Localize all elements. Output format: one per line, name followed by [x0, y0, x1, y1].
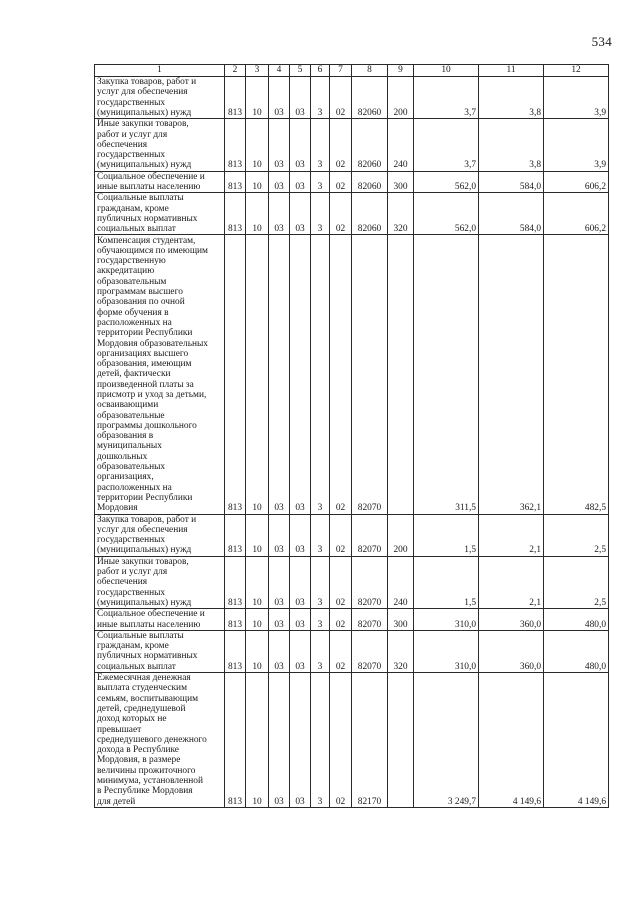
row-description: Закупка товаров, работ и услуг для обеспечения государственных (муниципальных) нужд [95, 514, 225, 556]
cell-col-5: 03 [290, 171, 311, 193]
cell-col-9: 320 [388, 630, 414, 672]
column-header-6: 6 [311, 65, 330, 77]
row-description: Иные закупки товаров, работ и услуг для обеспечения государственных (муниципальных) нужд [95, 119, 225, 172]
cell-col-11: 584,0 [479, 171, 544, 193]
cell-col-3: 10 [246, 630, 269, 672]
cell-col-5: 03 [290, 514, 311, 556]
cell-col-10: 3,7 [414, 119, 479, 172]
cell-col-9: 200 [388, 514, 414, 556]
cell-col-5: 03 [290, 630, 311, 672]
column-header-5: 5 [290, 65, 311, 77]
cell-col-11: 3,8 [479, 119, 544, 172]
cell-col-9 [388, 235, 414, 514]
cell-col-7: 02 [330, 673, 352, 808]
cell-col-6: 3 [311, 193, 330, 235]
cell-col-11: 2,1 [479, 556, 544, 609]
cell-col-4: 03 [269, 556, 290, 609]
cell-col-4: 03 [269, 171, 290, 193]
cell-col-10: 1,5 [414, 556, 479, 609]
cell-col-8: 82070 [352, 556, 388, 609]
cell-col-10: 3 249,7 [414, 673, 479, 808]
cell-col-8: 82060 [352, 119, 388, 172]
cell-col-11: 4 149,6 [479, 673, 544, 808]
row-description: Социальное обеспечение и иные выплаты населению [95, 609, 225, 631]
cell-col-12: 2,5 [544, 556, 609, 609]
cell-col-2: 813 [225, 119, 246, 172]
cell-col-11: 362,1 [479, 235, 544, 514]
cell-col-12: 4 149,6 [544, 673, 609, 808]
cell-col-10: 3,7 [414, 77, 479, 119]
cell-col-8: 82060 [352, 77, 388, 119]
cell-col-3: 10 [246, 77, 269, 119]
cell-col-3: 10 [246, 193, 269, 235]
cell-col-3: 10 [246, 514, 269, 556]
budget-table [94, 64, 609, 808]
table-row [95, 235, 609, 514]
cell-col-4: 03 [269, 609, 290, 631]
cell-col-7: 02 [330, 77, 352, 119]
cell-col-3: 10 [246, 673, 269, 808]
cell-col-12: 606,2 [544, 171, 609, 193]
cell-col-4: 03 [269, 673, 290, 808]
cell-col-4: 03 [269, 235, 290, 514]
cell-col-4: 03 [269, 630, 290, 672]
column-header-11: 11 [479, 65, 544, 77]
cell-col-2: 813 [225, 556, 246, 609]
table-row [95, 609, 609, 631]
cell-col-11: 360,0 [479, 609, 544, 631]
cell-col-10: 310,0 [414, 609, 479, 631]
column-header-12: 12 [544, 65, 609, 77]
cell-col-2: 813 [225, 630, 246, 672]
cell-col-8: 82170 [352, 673, 388, 808]
table-row [95, 193, 609, 235]
cell-col-10: 310,0 [414, 630, 479, 672]
cell-col-5: 03 [290, 556, 311, 609]
cell-col-2: 813 [225, 171, 246, 193]
cell-col-6: 3 [311, 235, 330, 514]
cell-col-12: 2,5 [544, 514, 609, 556]
column-header-10: 10 [414, 65, 479, 77]
cell-col-5: 03 [290, 235, 311, 514]
cell-col-7: 02 [330, 609, 352, 631]
cell-col-9: 320 [388, 193, 414, 235]
cell-col-9: 300 [388, 609, 414, 631]
cell-col-10: 562,0 [414, 193, 479, 235]
cell-col-6: 3 [311, 630, 330, 672]
cell-col-2: 813 [225, 193, 246, 235]
cell-col-4: 03 [269, 119, 290, 172]
page-number: 534 [591, 34, 612, 49]
column-header-1: 1 [95, 65, 225, 77]
cell-col-5: 03 [290, 673, 311, 808]
table-row [95, 630, 609, 672]
column-header-8: 8 [352, 65, 388, 77]
cell-col-12: 480,0 [544, 630, 609, 672]
cell-col-4: 03 [269, 77, 290, 119]
cell-col-12: 3,9 [544, 77, 609, 119]
cell-col-8: 82070 [352, 514, 388, 556]
cell-col-12: 480,0 [544, 609, 609, 631]
cell-col-3: 10 [246, 171, 269, 193]
row-description: Социальные выплаты гражданам, кроме публичных нормативных социальных выплат [95, 193, 225, 235]
cell-col-6: 3 [311, 673, 330, 808]
cell-col-5: 03 [290, 77, 311, 119]
table-row [95, 77, 609, 119]
table-row [95, 556, 609, 609]
cell-col-4: 03 [269, 514, 290, 556]
row-description: Компенсация студентам, обучающимся по имеющим государственную аккредитацию образовательным программам высшего образования по очной форме обучения в расположенных на территории Республики Мордовия образовательных организациях высшего образования, имеющим детей, фактически произведенной платы за присмотр и уход за детьми, осваивающими образовательные программы дошкольного образования в муниципальных дошкольных образовательных организациях, расположенных на территории Республики Мордовия [95, 235, 225, 514]
cell-col-9 [388, 673, 414, 808]
cell-col-7: 02 [330, 119, 352, 172]
row-description: Закупка товаров, работ и услуг для обеспечения государственных (муниципальных) нужд [95, 77, 225, 119]
cell-col-5: 03 [290, 609, 311, 631]
column-header-2: 2 [225, 65, 246, 77]
cell-col-8: 82070 [352, 609, 388, 631]
cell-col-8: 82060 [352, 193, 388, 235]
cell-col-7: 02 [330, 556, 352, 609]
cell-col-11: 3,8 [479, 77, 544, 119]
table-row [95, 514, 609, 556]
cell-col-5: 03 [290, 193, 311, 235]
cell-col-2: 813 [225, 235, 246, 514]
table-row [95, 171, 609, 193]
table-header-row [95, 65, 609, 77]
row-description: Ежемесячная денежная выплата студенческим семьям, воспитывающим детей, среднедушевой доход которых не превышает среднедушевого денежного дохода в Республике Мордовия, в размере величины прожиточного минимума, установленной в Республике Мордовия для детей [95, 673, 225, 808]
cell-col-11: 2,1 [479, 514, 544, 556]
cell-col-4: 03 [269, 193, 290, 235]
cell-col-2: 813 [225, 609, 246, 631]
cell-col-7: 02 [330, 630, 352, 672]
cell-col-7: 02 [330, 514, 352, 556]
row-description: Социальное обеспечение и иные выплаты населению [95, 171, 225, 193]
cell-col-7: 02 [330, 235, 352, 514]
cell-col-12: 606,2 [544, 193, 609, 235]
cell-col-12: 482,5 [544, 235, 609, 514]
cell-col-8: 82060 [352, 171, 388, 193]
table-row [95, 673, 609, 808]
cell-col-3: 10 [246, 609, 269, 631]
cell-col-3: 10 [246, 556, 269, 609]
column-header-9: 9 [388, 65, 414, 77]
cell-col-2: 813 [225, 514, 246, 556]
cell-col-3: 10 [246, 235, 269, 514]
cell-col-5: 03 [290, 119, 311, 172]
cell-col-9: 240 [388, 556, 414, 609]
cell-col-6: 3 [311, 171, 330, 193]
cell-col-11: 584,0 [479, 193, 544, 235]
cell-col-7: 02 [330, 193, 352, 235]
cell-col-6: 3 [311, 514, 330, 556]
cell-col-8: 82070 [352, 235, 388, 514]
cell-col-2: 813 [225, 77, 246, 119]
cell-col-9: 300 [388, 171, 414, 193]
cell-col-7: 02 [330, 171, 352, 193]
cell-col-2: 813 [225, 673, 246, 808]
cell-col-10: 1,5 [414, 514, 479, 556]
cell-col-10: 311,5 [414, 235, 479, 514]
cell-col-6: 3 [311, 77, 330, 119]
cell-col-6: 3 [311, 119, 330, 172]
cell-col-9: 200 [388, 77, 414, 119]
cell-col-12: 3,9 [544, 119, 609, 172]
cell-col-10: 562,0 [414, 171, 479, 193]
cell-col-8: 82070 [352, 630, 388, 672]
row-description: Социальные выплаты гражданам, кроме публичных нормативных социальных выплат [95, 630, 225, 672]
cell-col-3: 10 [246, 119, 269, 172]
cell-col-6: 3 [311, 609, 330, 631]
cell-col-11: 360,0 [479, 630, 544, 672]
column-header-4: 4 [269, 65, 290, 77]
cell-col-6: 3 [311, 556, 330, 609]
column-header-7: 7 [330, 65, 352, 77]
column-header-3: 3 [246, 65, 269, 77]
table-row [95, 119, 609, 172]
cell-col-9: 240 [388, 119, 414, 172]
row-description: Иные закупки товаров, работ и услуг для обеспечения государственных (муниципальных) нужд [95, 556, 225, 609]
